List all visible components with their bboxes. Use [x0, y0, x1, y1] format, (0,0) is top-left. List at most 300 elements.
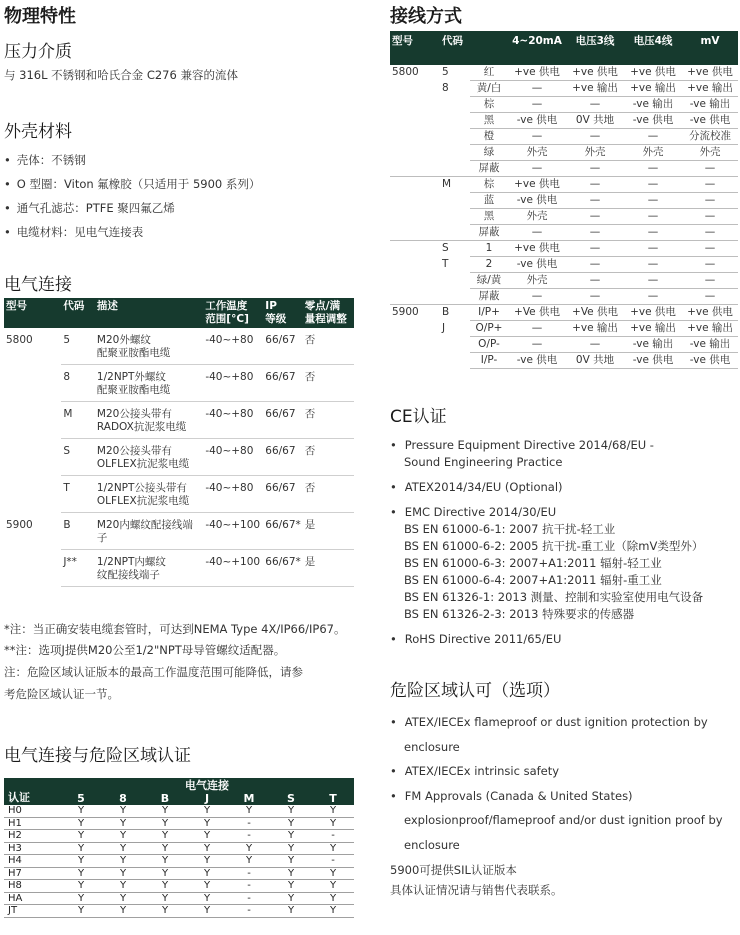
approval-cell: Y: [144, 880, 186, 893]
cell-desc: M20外螺纹 配聚亚胺酯电缆: [95, 328, 203, 365]
wiring-cell: —: [566, 225, 624, 241]
table-row: [4, 439, 354, 476]
wiring-cell: T: [442, 258, 449, 270]
approval-cell: -: [228, 905, 270, 918]
approval-cell: Y: [270, 880, 312, 893]
wiring-cell: +ve 供电: [508, 241, 566, 257]
wiring-cell: [390, 209, 440, 225]
approval-cell: Y: [270, 805, 312, 817]
hazardous-item-line: • ATEX/IECEx flameproof or dust ignition protection by: [390, 710, 723, 735]
wiring-cell: +ve 输出: [682, 81, 738, 97]
table-row: [390, 321, 738, 337]
wiring-cell: 外壳: [624, 145, 682, 161]
wiring-cell: 外壳: [682, 145, 738, 161]
cell-code: J**: [61, 550, 95, 587]
pressure-heading: 压力介质: [4, 42, 72, 62]
wiring-cell: [440, 289, 470, 305]
wiring-cell: [390, 353, 440, 369]
wiring-cell: —: [624, 273, 682, 289]
table-row: [390, 257, 738, 273]
note-2: **注：选项J提供M20公至1/2"NPT母导管螺纹适配器。: [4, 643, 286, 657]
approval-cell: Y: [312, 892, 354, 905]
wiring-cell: —: [566, 129, 624, 145]
wiring-cell: —: [566, 161, 624, 177]
approval-cell: Y: [144, 867, 186, 880]
cert-name: H7: [4, 867, 60, 880]
wiring-cell: —: [624, 177, 682, 193]
cert-name: H0: [4, 805, 60, 817]
cell-adj: 是: [303, 550, 354, 587]
wiring-cell: -ve 输出: [624, 97, 682, 113]
wiring-cell: 外壳: [566, 145, 624, 161]
approval-cell: Y: [186, 905, 228, 918]
cell-ip: 66/67: [263, 439, 303, 476]
col-header: 电压4线: [633, 35, 673, 47]
table-row: [390, 81, 738, 97]
cell-ip: 66/67*: [263, 513, 303, 550]
cell-desc: 1/2NPT内螺纹 纹配接线端子: [95, 550, 203, 587]
wiring-cell: —: [624, 161, 682, 177]
approval-cell: Y: [270, 817, 312, 830]
ce-subitem: BS EN 61326-1: 2013 测量、控制和实验室使用电气设备: [404, 590, 704, 604]
wiring-cell: [390, 225, 440, 241]
electrical-heading: 电气连接: [4, 275, 72, 295]
table-row: [390, 177, 738, 193]
cell-model: [4, 365, 61, 402]
wiring-cell: [390, 97, 440, 113]
cell-adj: 否: [303, 328, 354, 365]
approval-cell: Y: [186, 855, 228, 868]
cell-temp: -40~+80: [203, 439, 263, 476]
wiring-cell: [440, 161, 470, 177]
col-header: 代码: [63, 300, 85, 312]
wiring-cell: —: [682, 161, 738, 177]
housing-heading: 外壳材料: [4, 122, 72, 142]
cell-model: 5800: [6, 334, 33, 346]
table-row: [4, 880, 354, 893]
cell-code: 8: [61, 365, 95, 402]
wiring-cell: 黑: [470, 209, 508, 225]
cell-code: T: [61, 476, 95, 513]
note-1: *注：当正确安装电缆套管时，可达到NEMA Type 4X/IP66/IP67。: [4, 622, 346, 636]
table-row: [4, 892, 354, 905]
approval-cell: Y: [312, 817, 354, 830]
approval-cell: Y: [144, 892, 186, 905]
wiring-cell: 橙: [470, 129, 508, 145]
wiring-cell: 黄/白: [470, 81, 508, 97]
wiring-cell: 蓝: [470, 193, 508, 209]
approval-cell: Y: [60, 880, 102, 893]
table-row: [390, 337, 738, 353]
cell-adj: 否: [303, 439, 354, 476]
wiring-cell: I/P-: [470, 353, 508, 369]
hazardous-item-line: • ATEX/IECEx intrinsic safety: [390, 759, 723, 784]
wiring-cell: [390, 241, 440, 257]
cell-desc: M20公接头带有 OLFLEX抗泥浆电缆: [95, 439, 203, 476]
table-row: [390, 305, 738, 321]
wiring-cell: -ve 供电: [508, 113, 566, 129]
approval-cell: Y: [270, 892, 312, 905]
wiring-cell: 屏蔽: [470, 161, 508, 177]
table-row: [390, 65, 738, 81]
wiring-cell: [390, 145, 440, 161]
wiring-cell: —: [566, 257, 624, 273]
cert-name: H3: [4, 842, 60, 855]
wiring-cell: [440, 353, 470, 369]
cell-ip: 66/67: [263, 476, 303, 513]
wiring-cell: [390, 129, 440, 145]
wiring-cell: -ve 供电: [682, 113, 738, 129]
wiring-cell: 0V 共地: [566, 353, 624, 369]
wiring-cell: -ve 供电: [508, 193, 566, 209]
wiring-cell: —: [682, 257, 738, 273]
ce-item: • EMC Directive 2014/30/EU: [390, 504, 703, 521]
wiring-cell: +ve 供电: [682, 305, 738, 321]
wiring-cell: [440, 97, 470, 113]
wiring-cell: +Ve 供电: [508, 305, 566, 321]
wiring-cell: M: [440, 177, 470, 193]
wiring-cell: —: [682, 193, 738, 209]
cell-adj: 否: [303, 476, 354, 513]
cell-adj: 否: [303, 402, 354, 439]
hazardous-heading: 危险区域认可（选项）: [390, 681, 560, 701]
wiring-cell: +ve 供电: [624, 305, 682, 321]
cert-name: JT: [4, 905, 60, 918]
table-row: [4, 830, 354, 843]
wiring-cell: +ve 输出: [566, 81, 624, 97]
approval-cell: Y: [228, 855, 270, 868]
wiring-cell: 5: [442, 66, 449, 79]
approval-cell: -: [228, 830, 270, 843]
ce-heading: CE认证: [390, 407, 447, 427]
table-row: [390, 353, 738, 369]
wiring-cell: —: [566, 337, 624, 353]
wiring-cell: 5900: [390, 305, 440, 321]
col-header: 型号: [392, 35, 413, 47]
wiring-table-header: [390, 31, 738, 65]
table-row: [4, 365, 354, 402]
wiring-cell: —: [508, 289, 566, 305]
approval-cell: Y: [60, 842, 102, 855]
table-row: [390, 289, 738, 305]
cell-temp: -40~+80: [203, 328, 263, 365]
wiring-cell: [440, 273, 470, 289]
wiring-cell: 屏蔽: [470, 289, 508, 305]
approval-cell: Y: [270, 905, 312, 918]
table-row: [390, 113, 738, 129]
wiring-cell: [440, 209, 470, 225]
wiring-cell: 外壳: [508, 273, 566, 289]
wiring-cell: [440, 113, 470, 129]
table-row: [390, 161, 738, 177]
ce-subitem: BS EN 61000-6-2: 2005 抗干扰-重工业（除mV类型外）: [404, 539, 704, 553]
approval-cell: Y: [60, 817, 102, 830]
approvals-table: [4, 778, 354, 918]
approval-cell: Y: [270, 855, 312, 868]
cell-temp: -40~+100: [203, 513, 263, 550]
note-3: 注：危险区域认证版本的最高工作温度范围可能降低，请参: [4, 665, 303, 679]
approval-cell: Y: [312, 805, 354, 817]
wiring-cell: [390, 289, 440, 305]
wiring-cell: [390, 321, 440, 337]
cell-model: [4, 439, 61, 476]
housing-item: • O 型圈：Viton 氟橡胶（只适用于 5900 系列）: [4, 172, 260, 196]
cell-adj: 否: [303, 365, 354, 402]
table-row: [4, 817, 354, 830]
wiring-cell: 绿/黄: [470, 273, 508, 289]
contact-note: 具体认证情况请与销售代表联系。: [390, 883, 563, 897]
approval-cell: Y: [60, 867, 102, 880]
cell-ip: 66/67*: [263, 550, 303, 587]
approval-cell: -: [228, 817, 270, 830]
approval-cell: Y: [312, 905, 354, 918]
approval-cell: Y: [102, 805, 144, 817]
approval-cell: Y: [144, 805, 186, 817]
col-header: [470, 31, 508, 65]
wiring-heading: 接线方式: [390, 6, 462, 27]
table-row: [390, 193, 738, 209]
ce-subitem: BS EN 61326-2-3: 2013 特殊要求的传感器: [404, 607, 635, 621]
ce-item: • Pressure Equipment Directive 2014/68/EU -: [390, 437, 703, 454]
wiring-cell: 棕: [470, 97, 508, 113]
wiring-cell: —: [624, 209, 682, 225]
approval-cell: -: [312, 855, 354, 868]
wiring-cell: -ve 供电: [508, 353, 566, 369]
cert-name: HA: [4, 892, 60, 905]
wiring-cell: —: [508, 97, 566, 113]
wiring-cell: [390, 81, 440, 97]
table-row: [4, 328, 354, 365]
cell-code: S: [61, 439, 95, 476]
approval-cell: Y: [228, 805, 270, 817]
approval-cell: Y: [270, 830, 312, 843]
cell-code: M: [61, 402, 95, 439]
col-header: B: [160, 791, 170, 805]
cell-code: 5: [61, 328, 95, 365]
col-header: 5: [77, 791, 85, 805]
wiring-cell: —: [682, 241, 738, 257]
wiring-cell: —: [682, 209, 738, 225]
wiring-cell: 分流校准: [682, 129, 738, 145]
approval-cell: Y: [102, 830, 144, 843]
wiring-cell: 棕: [470, 177, 508, 193]
cell-desc: 1/2NPT公接头带有 OLFLEX抗泥浆电缆: [95, 476, 203, 513]
col-header: M: [243, 791, 255, 805]
table-row: [4, 550, 354, 587]
wiring-cell: 外壳: [508, 209, 566, 225]
approval-cell: Y: [228, 842, 270, 855]
wiring-cell: +ve 输出: [624, 321, 682, 337]
col-header: 工作温度 范围[°C]: [205, 300, 249, 325]
table-row: [390, 209, 738, 225]
wiring-cell: [390, 177, 440, 193]
wiring-cell: —: [508, 81, 566, 97]
cell-model: [4, 550, 61, 587]
wiring-cell: [440, 225, 470, 241]
table-row: [4, 402, 354, 439]
approvals-group-label: 电气连接: [185, 779, 229, 792]
ce-list: [390, 437, 703, 648]
wiring-cell: 屏蔽: [470, 225, 508, 241]
cell-temp: -40~+80: [203, 365, 263, 402]
approval-cell: Y: [60, 905, 102, 918]
wiring-cell: S: [440, 241, 470, 257]
cell-temp: -40~+100: [203, 550, 263, 587]
wiring-cell: 绿: [470, 145, 508, 161]
wiring-cell: [390, 273, 440, 289]
approval-cell: Y: [102, 892, 144, 905]
approval-cell: Y: [186, 842, 228, 855]
cert-name: H1: [4, 817, 60, 830]
wiring-cell: [440, 193, 470, 209]
wiring-cell: —: [508, 129, 566, 145]
wiring-cell: [440, 129, 470, 145]
hazardous-item-line: explosionproof/flameproof and/or dust ignition proof by: [404, 813, 723, 827]
wiring-cell: 1: [470, 241, 508, 257]
cell-model: 5900: [6, 518, 33, 531]
wiring-cell: —: [508, 337, 566, 353]
hazardous-list: [390, 710, 723, 857]
housing-item: • 壳体：不锈钢: [4, 148, 260, 172]
electrical-table-header: [4, 298, 354, 328]
wiring-cell: —: [566, 209, 624, 225]
wiring-cell: [440, 337, 470, 353]
wiring-cell: [390, 113, 440, 129]
table-row: [390, 225, 738, 241]
wiring-cell: —: [566, 97, 624, 113]
approval-cell: Y: [312, 842, 354, 855]
cell-ip: 66/67: [263, 328, 303, 365]
wiring-cell: +ve 输出: [682, 321, 738, 337]
wiring-cell: -ve 供电: [624, 353, 682, 369]
wiring-cell: —: [508, 161, 566, 177]
col-header: 8: [119, 791, 127, 805]
wiring-cell: —: [624, 257, 682, 273]
wiring-cell: +ve 输出: [566, 321, 624, 337]
table-row: [390, 241, 738, 257]
approval-cell: Y: [60, 855, 102, 868]
approval-cell: Y: [144, 830, 186, 843]
wiring-cell: 红: [470, 65, 508, 81]
wiring-cell: 外壳: [508, 145, 566, 161]
hazardous-item-line: enclosure: [404, 837, 460, 852]
wiring-cell: -ve 输出: [682, 337, 738, 353]
approval-cell: Y: [186, 830, 228, 843]
wiring-cell: —: [508, 225, 566, 241]
cell-model: [4, 402, 61, 439]
wiring-cell: +ve 输出: [624, 81, 682, 97]
ce-item: • RoHS Directive 2011/65/EU: [390, 631, 703, 648]
wiring-cell: 2: [470, 257, 508, 273]
wiring-cell: I/P+: [470, 305, 508, 321]
ce-item: • ATEX2014/34/EU (Optional): [390, 479, 703, 496]
table-row: [4, 867, 354, 880]
hazardous-item-line: • FM Approvals (Canada & United States): [390, 784, 723, 809]
wiring-cell: -ve 供电: [624, 113, 682, 129]
approval-cell: -: [228, 892, 270, 905]
wiring-cell: +Ve 供电: [566, 305, 624, 321]
wiring-cell: +ve 供电: [624, 65, 682, 81]
pressure-text: 与 316L 不锈钢和哈氏合金 C276 兼容的流体: [4, 68, 238, 82]
table-row: [4, 805, 354, 817]
approval-cell: Y: [102, 855, 144, 868]
wiring-cell: —: [682, 225, 738, 241]
approval-cell: Y: [186, 867, 228, 880]
wiring-cell: [390, 161, 440, 177]
approval-cell: Y: [144, 855, 186, 868]
col-header: 代码: [442, 35, 463, 47]
wiring-cell: [390, 193, 440, 209]
wiring-cell: —: [624, 241, 682, 257]
wiring-cell: —: [624, 225, 682, 241]
approval-cell: Y: [312, 867, 354, 880]
table-row: [4, 905, 354, 918]
cell-desc: M20内螺纹配接线端子: [95, 513, 203, 550]
cell-temp: -40~+80: [203, 402, 263, 439]
wiring-cell: —: [566, 289, 624, 305]
approvals-header-row: [4, 792, 354, 806]
cell-ip: 66/67: [263, 402, 303, 439]
col-header: 描述: [96, 300, 118, 312]
ce-subitem: BS EN 61000-6-3: 2007+A1:2011 辐射-轻工业: [404, 556, 662, 570]
wiring-cell: —: [624, 289, 682, 305]
wiring-table: [390, 31, 738, 369]
cell-desc: 1/2NPT外螺纹 配聚亚胺酯电缆: [95, 365, 203, 402]
approval-cell: Y: [102, 842, 144, 855]
approval-cell: Y: [312, 880, 354, 893]
wiring-cell: 0V 共地: [566, 113, 624, 129]
electrical-table: [4, 298, 354, 587]
approval-cell: Y: [60, 805, 102, 817]
approval-cell: Y: [144, 905, 186, 918]
wiring-cell: -ve 输出: [624, 337, 682, 353]
approval-cell: Y: [270, 867, 312, 880]
approval-cell: Y: [186, 880, 228, 893]
hazardous-item-line: enclosure: [404, 739, 460, 754]
ce-subitem: Sound Engineering Practice: [404, 455, 563, 469]
wiring-cell: [390, 257, 440, 273]
approval-cell: Y: [270, 842, 312, 855]
cert-name: H2: [4, 830, 60, 843]
cell-model: [4, 476, 61, 513]
table-row: [390, 273, 738, 289]
approval-cell: Y: [102, 867, 144, 880]
wiring-cell: —: [566, 177, 624, 193]
wiring-cell: -ve 供电: [508, 257, 566, 273]
sil-note: 5900可提供SIL认证版本: [390, 863, 517, 877]
wiring-cell: +ve 供电: [682, 65, 738, 81]
col-header: 零点/满 量程调整: [304, 300, 347, 325]
wiring-cell: +ve 供电: [508, 65, 566, 81]
housing-list: [4, 148, 260, 244]
approval-cell: Y: [144, 842, 186, 855]
wiring-cell: [440, 145, 470, 161]
approval-cell: Y: [144, 817, 186, 830]
wiring-cell: O/P+: [470, 321, 508, 337]
wiring-cell: +ve 供电: [508, 177, 566, 193]
physical-title: 物理特性: [4, 6, 76, 27]
table-row: [4, 842, 354, 855]
wiring-cell: —: [682, 273, 738, 289]
wiring-cell: —: [566, 241, 624, 257]
table-row: [4, 855, 354, 868]
wiring-cell: 8: [442, 82, 449, 94]
cert-name: H8: [4, 880, 60, 893]
wiring-cell: —: [566, 193, 624, 209]
approval-cell: Y: [102, 880, 144, 893]
wiring-cell: 黑: [470, 113, 508, 129]
approval-cell: Y: [60, 892, 102, 905]
